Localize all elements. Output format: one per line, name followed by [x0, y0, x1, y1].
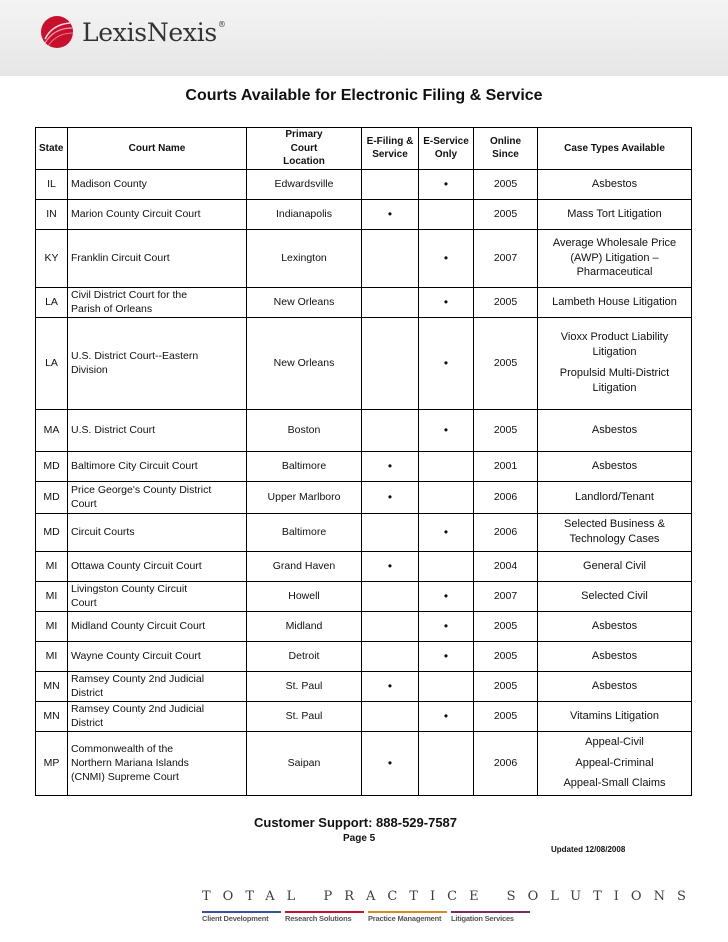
cell-online-since: 2004	[474, 551, 538, 581]
cell-state: MD	[36, 513, 68, 551]
cell-case-types: Asbestos	[538, 611, 692, 641]
division-item	[451, 911, 530, 923]
division-bar	[202, 911, 530, 923]
cell-state: MI	[36, 641, 68, 671]
cell-efiling	[362, 451, 419, 481]
cell-state: MA	[36, 409, 68, 451]
updated-date: Updated 12/08/2008	[551, 845, 626, 854]
cell-case-types: Asbestos	[538, 169, 692, 199]
cell-court-name: Ramsey County 2nd Judicial District	[68, 701, 247, 731]
tagline: TOTAL PRACTICE SOLUTIONS	[202, 889, 698, 904]
cell-eservice	[419, 481, 474, 513]
cell-online-since: 2007	[474, 581, 538, 611]
cell-case-types: Mass Tort Litigation	[538, 199, 692, 229]
table-row	[36, 229, 692, 287]
eservice-bullet-icon: •	[443, 176, 449, 191]
table-row	[36, 731, 692, 795]
cell-efiling	[362, 701, 419, 731]
cell-court-name: Ottawa County Circuit Court	[68, 551, 247, 581]
table-header-row	[36, 128, 692, 170]
cell-state: MN	[36, 701, 68, 731]
table-row	[36, 581, 692, 611]
cell-case-types: Vitamins Litigation	[538, 701, 692, 731]
cell-efiling	[362, 731, 419, 795]
cell-case-types: Appeal-Civil Appeal-Criminal Appeal-Small Claims	[538, 731, 692, 795]
cell-case-types: Asbestos	[538, 641, 692, 671]
eservice-bullet-icon: •	[443, 648, 449, 663]
cell-location: New Orleans	[247, 317, 362, 409]
table-row	[36, 451, 692, 481]
cell-case-types: Asbestos	[538, 409, 692, 451]
cell-online-since: 2005	[474, 671, 538, 701]
table-row	[36, 287, 692, 317]
cell-location: Boston	[247, 409, 362, 451]
efiling-bullet-icon: •	[387, 489, 393, 504]
table-body	[36, 169, 692, 795]
cell-location: Saipan	[247, 731, 362, 795]
header-online-since: Online Since	[474, 128, 538, 170]
cell-location: Baltimore	[247, 451, 362, 481]
cell-location: Midland	[247, 611, 362, 641]
cell-online-since: 2005	[474, 641, 538, 671]
cell-case-types: Landlord/Tenant	[538, 481, 692, 513]
cell-eservice	[419, 229, 474, 287]
cell-eservice	[419, 581, 474, 611]
cell-efiling	[362, 611, 419, 641]
efiling-bullet-icon: •	[387, 755, 393, 770]
cell-court-name: Wayne County Circuit Court	[68, 641, 247, 671]
cell-efiling	[362, 199, 419, 229]
cell-case-types: Asbestos	[538, 671, 692, 701]
cell-state: MD	[36, 451, 68, 481]
cell-efiling	[362, 551, 419, 581]
cell-eservice	[419, 287, 474, 317]
cell-case-types: Vioxx Product Liability Litigation Propulsid Multi-District Litigation	[538, 317, 692, 409]
table-row	[36, 169, 692, 199]
cell-court-name: Livingston County Circuit Court	[68, 581, 247, 611]
cell-online-since: 2005	[474, 199, 538, 229]
cell-state: IN	[36, 199, 68, 229]
cell-efiling	[362, 481, 419, 513]
cell-state: LA	[36, 317, 68, 409]
cell-location: Baltimore	[247, 513, 362, 551]
cell-efiling	[362, 581, 419, 611]
cell-state: MI	[36, 611, 68, 641]
cell-efiling	[362, 287, 419, 317]
cell-online-since: 2007	[474, 229, 538, 287]
cell-location: Howell	[247, 581, 362, 611]
header-efiling: E-Filing & Service	[362, 128, 419, 170]
cell-eservice	[419, 199, 474, 229]
cell-court-name: U.S. District Court	[68, 409, 247, 451]
efiling-bullet-icon: •	[387, 458, 393, 473]
table-row	[36, 513, 692, 551]
cell-court-name: U.S. District Court--Eastern Division	[68, 317, 247, 409]
cell-efiling	[362, 409, 419, 451]
cell-eservice	[419, 671, 474, 701]
division-label: Client Development	[202, 914, 269, 923]
page-number: Page 5	[343, 833, 376, 844]
eservice-bullet-icon: •	[443, 708, 449, 723]
cell-efiling	[362, 317, 419, 409]
eservice-bullet-icon: •	[443, 588, 449, 603]
cell-case-types: Average Wholesale Price (AWP) Litigation – Pharmaceutical	[538, 229, 692, 287]
cell-efiling	[362, 169, 419, 199]
table-row	[36, 641, 692, 671]
cell-eservice	[419, 409, 474, 451]
cell-court-name: Circuit Courts	[68, 513, 247, 551]
cell-efiling	[362, 641, 419, 671]
efiling-bullet-icon: •	[387, 558, 393, 573]
cell-location: St. Paul	[247, 701, 362, 731]
table-row	[36, 317, 692, 409]
cell-eservice	[419, 641, 474, 671]
division-label: Practice Management	[368, 914, 442, 923]
eservice-bullet-icon: •	[443, 618, 449, 633]
table-row	[36, 409, 692, 451]
eservice-bullet-icon: •	[443, 250, 449, 265]
cell-eservice	[419, 451, 474, 481]
cell-case-types: Selected Business & Technology Cases	[538, 513, 692, 551]
brand-logo[interactable]	[40, 15, 226, 49]
table-row	[36, 551, 692, 581]
cell-efiling	[362, 513, 419, 551]
cell-location: Lexington	[247, 229, 362, 287]
table-row	[36, 481, 692, 513]
header-eservice: E-Service Only	[419, 128, 474, 170]
division-item	[368, 911, 447, 923]
cell-location: New Orleans	[247, 287, 362, 317]
cell-efiling	[362, 671, 419, 701]
cell-online-since: 2001	[474, 451, 538, 481]
cell-state: MI	[36, 581, 68, 611]
cell-eservice	[419, 169, 474, 199]
cell-location: Upper Marlboro	[247, 481, 362, 513]
table-row	[36, 611, 692, 641]
cell-case-types: Asbestos	[538, 451, 692, 481]
cell-location: Detroit	[247, 641, 362, 671]
cell-court-name: Madison County	[68, 169, 247, 199]
cell-location: Edwardsville	[247, 169, 362, 199]
division-label: Research Solutions	[285, 914, 352, 923]
efiling-bullet-icon: •	[387, 678, 393, 693]
cell-state: IL	[36, 169, 68, 199]
cell-online-since: 2005	[474, 409, 538, 451]
cell-state: MD	[36, 481, 68, 513]
division-item	[202, 911, 281, 923]
cell-court-name: Baltimore City Circuit Court	[68, 451, 247, 481]
brand-name: LexisNexis®	[82, 17, 226, 47]
page-title: Courts Available for Electronic Filing & Service	[185, 87, 543, 104]
cell-eservice	[419, 731, 474, 795]
eservice-bullet-icon: •	[443, 524, 449, 539]
cell-location: Grand Haven	[247, 551, 362, 581]
header-primary-location: Primary Court Location	[247, 128, 362, 170]
cell-court-name: Midland County Circuit Court	[68, 611, 247, 641]
eservice-bullet-icon: •	[443, 422, 449, 437]
header-case-types: Case Types Available	[538, 128, 692, 170]
cell-online-since: 2005	[474, 169, 538, 199]
cell-court-name: Civil District Court for the Parish of Orleans	[68, 287, 247, 317]
table-row	[36, 671, 692, 701]
cell-online-since: 2006	[474, 731, 538, 795]
cell-state: MP	[36, 731, 68, 795]
division-item	[285, 911, 364, 923]
cell-online-since: 2006	[474, 481, 538, 513]
cell-eservice	[419, 317, 474, 409]
cell-court-name: Franklin Circuit Court	[68, 229, 247, 287]
cell-online-since: 2005	[474, 317, 538, 409]
cell-court-name: Ramsey County 2nd Judicial District	[68, 671, 247, 701]
cell-state: MN	[36, 671, 68, 701]
courts-table	[35, 127, 692, 796]
cell-location: Indianapolis	[247, 199, 362, 229]
cell-state: KY	[36, 229, 68, 287]
table-row	[36, 199, 692, 229]
eservice-bullet-icon: •	[443, 355, 449, 370]
cell-online-since: 2005	[474, 287, 538, 317]
cell-court-name: Marion County Circuit Court	[68, 199, 247, 229]
cell-eservice	[419, 513, 474, 551]
customer-support: Customer Support: 888-529-7587	[254, 815, 458, 830]
cell-case-types: Selected Civil	[538, 581, 692, 611]
cell-online-since: 2005	[474, 611, 538, 641]
header-state: State	[36, 128, 68, 170]
efiling-bullet-icon: •	[387, 206, 393, 221]
cell-efiling	[362, 229, 419, 287]
cell-case-types: Lambeth House Litigation	[538, 287, 692, 317]
cell-eservice	[419, 701, 474, 731]
cell-eservice	[419, 551, 474, 581]
cell-eservice	[419, 611, 474, 641]
eservice-bullet-icon: •	[443, 294, 449, 309]
cell-state: LA	[36, 287, 68, 317]
cell-court-name: Price George's County District Court	[68, 481, 247, 513]
cell-online-since: 2005	[474, 701, 538, 731]
cell-online-since: 2006	[474, 513, 538, 551]
division-label: Litigation Services	[451, 914, 514, 923]
cell-court-name: Commonwealth of the Northern Mariana Islands (CNMI) Supreme Court	[68, 731, 247, 795]
cell-location: St. Paul	[247, 671, 362, 701]
cell-state: MI	[36, 551, 68, 581]
cell-case-types: General Civil	[538, 551, 692, 581]
header-court-name: Court Name	[68, 128, 247, 170]
header-band	[0, 0, 728, 76]
lexisnexis-logo-icon	[40, 15, 74, 49]
table-row	[36, 701, 692, 731]
